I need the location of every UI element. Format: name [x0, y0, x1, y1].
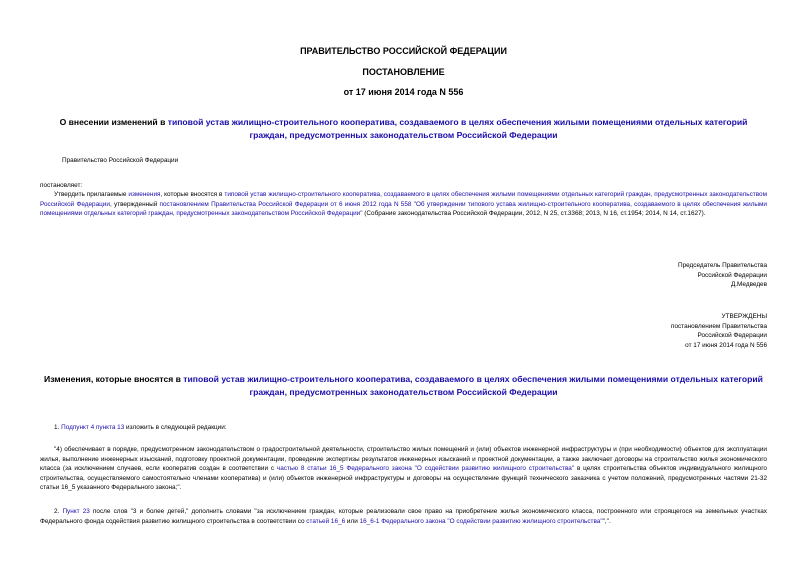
item-2-number: 2.: [54, 508, 63, 515]
intro-resolves: постановляет:: [40, 182, 83, 189]
item-1-text: изложить в следующей редакции:: [124, 424, 227, 431]
changes-title: [40, 373, 767, 399]
signature-block: [678, 261, 767, 290]
intro-text-d: (Собрание законодательства Российской Федерации, 2012, N 25, ст.3368; 2013, N 16, ст.1954; 2014, N 14, ст.1627).: [362, 210, 706, 218]
item-2-text-c: ",".: [602, 517, 611, 525]
item-2-text-b: или: [345, 517, 360, 525]
link-changes[interactable]: изменения: [128, 191, 161, 198]
link-subitem-4-item-13[interactable]: Подпункт 4 пункта 13: [61, 424, 125, 431]
intro-paragraph: [40, 190, 767, 219]
title-link-typical-charter[interactable]: типовой устав жилищно-строительного кооператива, создаваемого в целях обеспечения жилыми помещениями отдельных категорий граждан, предусмотренных законодательством Российской Федерации: [167, 117, 748, 140]
intro-text-a: Утвердить прилагаемые: [54, 191, 129, 198]
link-resolution-558[interactable]: постановлением Правительства Российской Федерации от 6 июня 2012 года N 558 "Об утверждении типового устава жилищно-строительного кооператива, создаваемого в целях обеспечения жилыми помещениями отдельных категорий граждан, предусмотренных законодательством Российской Федерации": [40, 200, 767, 218]
link-typical-charter[interactable]: типовой устав жилищно-строительного кооператива, создаваемого в целях обеспечения жилыми помещениями отдельных категорий граждан, предусмотренных законодательством Российской Федерации: [40, 191, 768, 208]
signature-name: Д.Медведев: [730, 281, 767, 289]
approved-label: УТВЕРЖДЕНЫ: [721, 313, 767, 320]
link-article-16-5[interactable]: частью 8 статьи 16_5 Федерального закона "О содействии развитию жилищного строительства": [276, 465, 575, 473]
link-item-23[interactable]: Пункт 23: [62, 508, 90, 515]
approved-date: от 17 июня 2014 года N 556: [685, 341, 767, 349]
intro-government: Правительство Российской Федерации: [62, 157, 179, 164]
document-type: ПОСТАНОВЛЕНИЕ: [362, 67, 445, 77]
quote-text-a: "4) обеспечивает в порядке, предусмотренном законодательством о градостроительной деятельности, строительство жилых помещений и (или) объектов инженерной инфраструктуры и (при необходимости) объектов для эксплуатации жилья, выполнение инженерных изысканий, подготовку проектной документации, проведение экспертизы результатов инженерных изысканий и проектной документации, а также заключает договоры на строительство жилья экономического класса (за исключением случаев, если кооператив создан в соответствии с: [40, 446, 767, 473]
quote-text-b: в целях строительства объектов индивидуального жилищного строительства, осуществляемого самостоятельно членами кооператива) и (или) объектов инженерной инфраструктуры и договоры на осуществление функций технического заказчика с учетом положений, предусмотренных частями 21-32 статьи 16_5 указанного Федерального закона;".: [40, 465, 767, 492]
title-text: О внесении изменений в: [59, 117, 168, 127]
link-article-16-6-1[interactable]: 16_6-1 Федерального закона "О содействии развитию жилищного строительства": [359, 517, 603, 525]
approved-by: постановлением Правительства: [671, 322, 767, 330]
approved-block: [671, 312, 767, 350]
intro-text-c: , утвержденный: [109, 200, 160, 208]
changes-title-text: Изменения, которые вносятся в: [44, 374, 184, 384]
changes-title-link[interactable]: типовой устав жилищно-строительного кооператива, создаваемого в целях обеспечения жилыми помещениями отдельных категорий граждан, предусмотренных законодательством Российской Федерации: [183, 374, 763, 397]
item-1-number: 1.: [54, 424, 62, 431]
signature-position: Председатель Правительства: [678, 262, 767, 269]
item-1-quote: [40, 445, 767, 493]
item-2: [40, 507, 767, 526]
item-1: [54, 423, 227, 433]
item-2-text-a: после слов "3 и более детей," дополнить словами "за исключением граждан, которые реализовали свое право на приобретение жилья экономического класса, построенного или строящегося на земельных участках Федерального фонда содействия развитию жилищного строительства в соответствии со: [40, 508, 768, 525]
document-title: [40, 116, 767, 142]
document-date-number: от 17 июня 2014 года N 556: [343, 87, 464, 97]
government-name: ПРАВИТЕЛЬСТВО РОССИЙСКОЙ ФЕДЕРАЦИИ: [300, 46, 507, 56]
approved-country: Российской Федерации: [697, 332, 767, 340]
intro-text-b: , которые вносятся в: [160, 191, 225, 198]
signature-country: Российской Федерации: [697, 271, 767, 279]
link-article-16-6[interactable]: статьей 16_6: [306, 517, 346, 525]
